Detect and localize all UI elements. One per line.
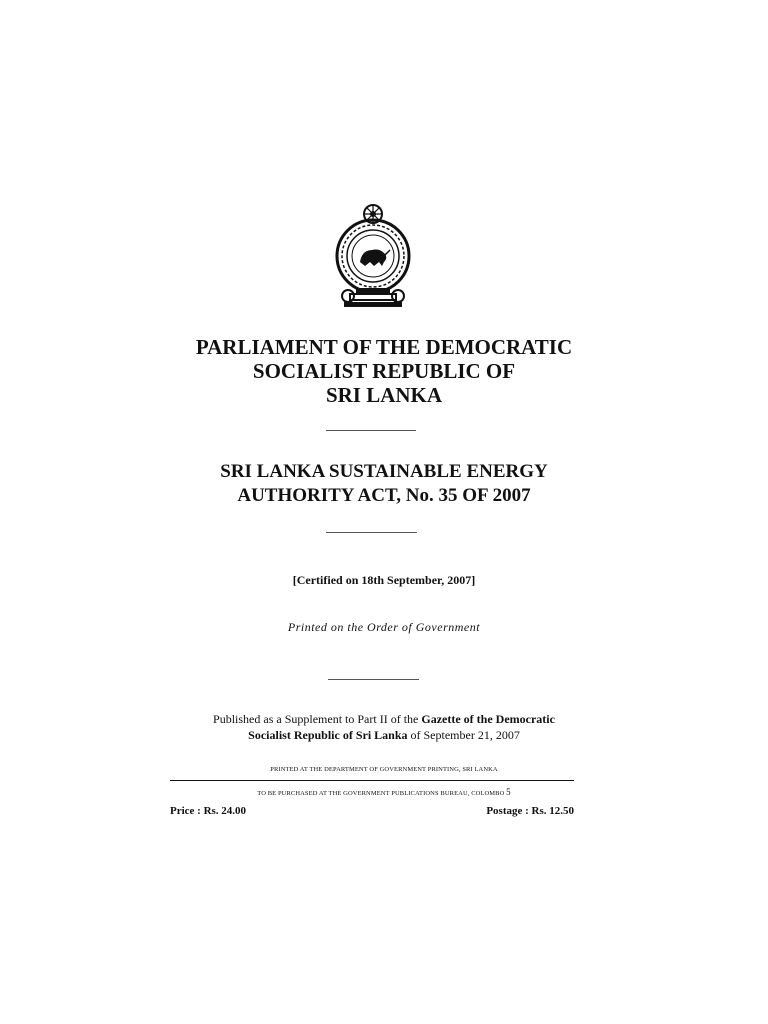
heading-line-2: SOCIALIST REPUBLIC OF bbox=[252, 359, 516, 383]
parliament-heading bbox=[0, 335, 768, 407]
act-title-line-1: SRI LANKA SUSTAINABLE ENERGY bbox=[220, 461, 548, 482]
publication-line-2 bbox=[0, 727, 768, 743]
publication-date: of September 21, 2007 bbox=[407, 728, 520, 742]
certified-date: [Certified on 18th September, 2007] bbox=[292, 573, 476, 587]
heading-line-3: SRI LANKA bbox=[325, 383, 443, 407]
price: Price : Rs. 24.00 bbox=[170, 805, 247, 817]
purchase-line bbox=[0, 787, 768, 797]
heading-line-1: PARLIAMENT OF THE DEMOCRATIC bbox=[195, 335, 573, 359]
act-title-line-2: AUTHORITY ACT, No. 35 OF 2007 bbox=[237, 485, 531, 506]
purchase-text: TO BE PURCHASED AT THE GOVERNMENT PUBLICATIONS BUREAU, COLOMBO bbox=[257, 790, 505, 797]
printed-on-order: Printed on the Order of Government bbox=[287, 620, 481, 634]
divider-2 bbox=[326, 532, 417, 533]
printed-at-line: PRINTED AT THE DEPARTMENT OF GOVERNMENT PRINTING, SRI LANKA bbox=[270, 766, 498, 773]
publication-statement bbox=[0, 711, 768, 743]
colombo-number: 5 bbox=[506, 787, 511, 797]
publication-prefix: Published as a Supplement to Part II of the bbox=[213, 712, 422, 726]
divider-3 bbox=[328, 679, 419, 680]
lion-icon bbox=[360, 250, 390, 267]
publication-line-1 bbox=[0, 711, 768, 727]
postage: Postage : Rs. 12.50 bbox=[486, 805, 574, 817]
act-title bbox=[0, 460, 768, 508]
gazette-title-part-2: Socialist Republic of Sri Lanka bbox=[248, 728, 408, 742]
gazette-title-part-1: Gazette of the Democratic bbox=[421, 712, 555, 726]
sri-lanka-national-emblem-icon bbox=[330, 200, 416, 310]
printer-divider bbox=[170, 780, 574, 781]
divider-1 bbox=[326, 430, 416, 431]
